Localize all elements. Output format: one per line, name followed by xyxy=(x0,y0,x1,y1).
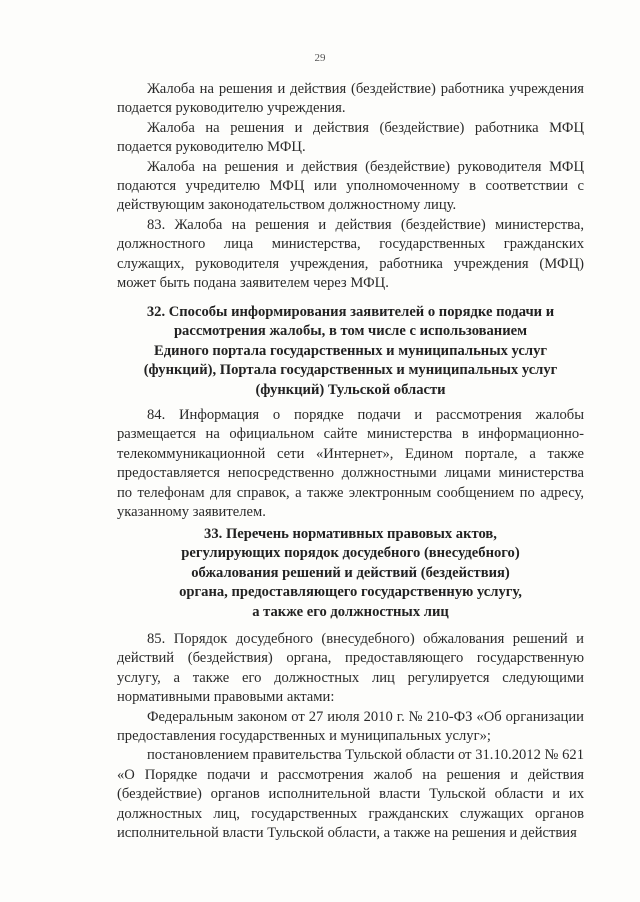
paragraph: Жалоба на решения и действия (бездействие) работника МФЦ подается руководителю МФЦ. xyxy=(117,119,584,156)
section-complaints-text xyxy=(117,80,584,293)
heading-line: рассмотрения жалобы, в том числе с использованием xyxy=(173,323,528,340)
paragraph: постановлением правительства Тульской области от 31.10.2012 № 621 «О Порядке подачи и рассмотрения жалоб на решения и действия (бездействие) органов исполнительной власти Тульской области и их должностных лиц, государственных гражданских служащих органов исполнительной власти Тульской области, а также на решения и действия xyxy=(117,747,584,842)
heading-line: 32. Способы информирования заявителей о порядке подачи и xyxy=(146,304,555,320)
paragraph: Жалоба на решения и действия (бездействие) руководителя МФЦ подаются учредителю МФЦ или уполномоченному в соответствии с действующим законодательством должностному лицу. xyxy=(117,158,584,214)
section-32-text xyxy=(117,406,584,522)
section-33-text xyxy=(117,630,584,843)
section-heading-33 xyxy=(117,525,584,622)
heading-line: органа, предоставляющего государственную услугу, xyxy=(179,584,522,601)
heading-line: (функций), Портала государственных и муниципальных услуг xyxy=(143,362,558,379)
heading-line: регулирующих порядок досудебного (внесудебного) xyxy=(181,545,520,562)
heading-line: 33. Перечень нормативных правовых актов, xyxy=(204,526,497,542)
section-heading-32 xyxy=(117,303,584,400)
page-number: 29 xyxy=(314,52,326,64)
paragraph: 84. Информация о порядке подачи и рассмотрения жалобы размещается на официальном сайте министерства в информационно-телекоммуникационной сети «Интернет», Едином портале, а также предоставляется непосредственно должностными лицами министерства по телефонам для справок, а также электронным сообщением по адресу, указанному заявителем. xyxy=(117,407,584,521)
heading-line: (функций) Тульской области xyxy=(255,381,446,398)
paragraph: 85. Порядок досудебного (внесудебного) обжалования решений и действий (бездействия) органа, предоставляющего государственную услугу, а также его должностных лиц регулируется следующими нормативными правовыми актами: xyxy=(117,631,584,706)
heading-line: а также его должностных лиц xyxy=(252,603,449,620)
paragraph: Федеральным законом от 27 июля 2010 г. № 210-ФЗ «Об организации предоставления государственных и муниципальных услуг»; xyxy=(117,708,584,745)
heading-line: обжалования решений и действий (бездействия) xyxy=(191,564,510,581)
paragraph: Жалоба на решения и действия (бездействие) работника учреждения подается руководителю учреждения. xyxy=(117,81,584,117)
heading-line: Единого портала государственных и муниципальных услуг xyxy=(153,342,547,359)
paragraph: 83. Жалоба на решения и действия (бездействие) министерства, должностного лица министерства, государственных гражданских служащих, руководителя учреждения, работника учреждения (МФЦ) может быть подана заявителем через МФЦ. xyxy=(117,216,584,292)
